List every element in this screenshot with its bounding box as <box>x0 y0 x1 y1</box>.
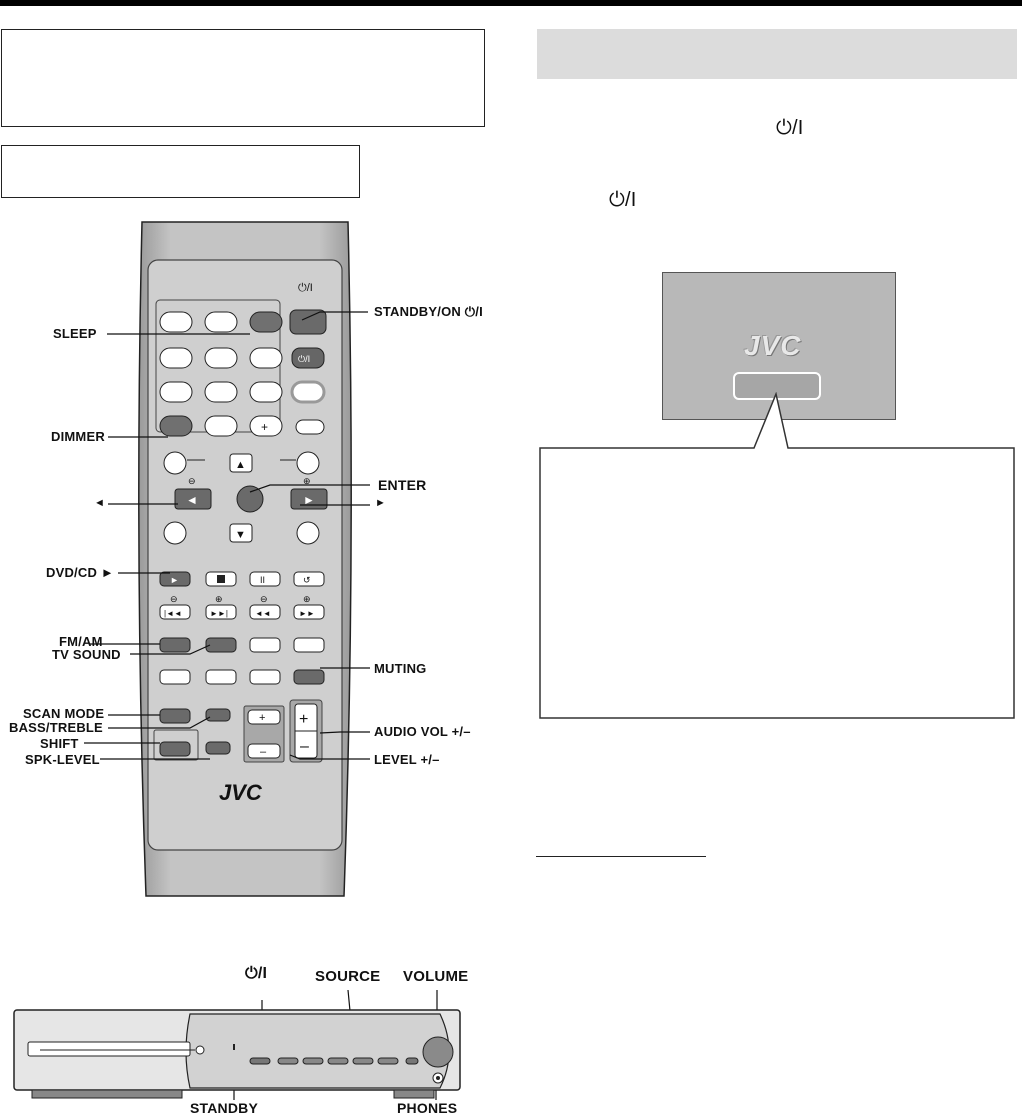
eject-indicator <box>196 1046 204 1054</box>
unit-label-power: ⏻/I <box>245 965 268 982</box>
unit-label-source: SOURCE <box>315 968 381 985</box>
label-spk-level: SPK-LEVEL <box>25 752 100 767</box>
left-minus-icon: ⊖ <box>188 476 196 486</box>
right-arrow-icon: ► <box>303 493 315 507</box>
unit-button-6[interactable] <box>378 1058 398 1064</box>
display-logo: JVC <box>744 330 802 361</box>
play-icon: ► <box>170 575 179 585</box>
unit-volume-knob[interactable] <box>423 1037 453 1067</box>
minus-icon: ⊖ <box>260 594 268 604</box>
volume-minus-icon: – <box>300 738 309 755</box>
label-muting: MUTING <box>374 661 427 676</box>
label-sleep: SLEEP <box>53 326 97 341</box>
prev-icon: |◄◄ <box>164 609 182 618</box>
pause-icon: II <box>260 575 266 585</box>
label-bass-treble: BASS/TREBLE <box>9 720 103 735</box>
rewind-icon: ◄◄ <box>255 609 271 618</box>
unit-label-standby: STANDBY <box>190 1100 259 1116</box>
label-enter: ENTER <box>378 477 427 493</box>
unit-button-3[interactable] <box>303 1058 323 1064</box>
label-fm-am: FM/AM <box>59 634 103 649</box>
unit-button-2[interactable] <box>278 1058 298 1064</box>
label-right-arrow: ► <box>375 497 387 509</box>
power-symbol-step1: ⏻/I <box>776 117 804 139</box>
power-symbol-step2: ⏻/I <box>609 189 637 211</box>
repeat-icon: ↺ <box>303 575 311 585</box>
unit-label-volume: VOLUME <box>403 968 469 985</box>
unit-label-phones: PHONES <box>397 1100 458 1116</box>
plus-icon: ⊕ <box>215 594 223 604</box>
label-left-arrow: ◄ <box>94 497 106 509</box>
right-plus-icon: ⊕ <box>303 476 311 486</box>
remote-logo: JVC <box>219 780 262 805</box>
left-arrow-icon: ◄ <box>186 493 198 507</box>
label-dimmer: DIMMER <box>51 429 105 444</box>
label-audio-vol: AUDIO VOL +/– <box>374 724 471 739</box>
unit-power-button[interactable] <box>250 1058 270 1064</box>
label-level: LEVEL +/– <box>374 752 440 767</box>
level-plus-icon: + <box>259 712 266 724</box>
label-standby-on: STANDBY/ON ⏻/I <box>374 304 483 319</box>
level-minus-icon: – <box>260 746 267 758</box>
unit-button-5[interactable] <box>353 1058 373 1064</box>
unit-button-4[interactable] <box>328 1058 348 1064</box>
volume-plus-icon: + <box>299 711 309 728</box>
label-tv-sound: TV SOUND <box>52 647 121 662</box>
label-shift: SHIFT <box>40 736 79 751</box>
disc-tray[interactable] <box>28 1042 190 1056</box>
up-arrow-icon: ▲ <box>235 459 246 471</box>
unit-source-button[interactable] <box>406 1058 418 1064</box>
forward-icon: ►► <box>299 609 315 618</box>
remote-power-icon: ⏻/I <box>298 282 313 294</box>
minus-icon: ⊖ <box>170 594 178 604</box>
remote-plus-icon: + <box>261 420 269 434</box>
down-arrow-icon: ▼ <box>235 529 246 541</box>
remote-tv-power-icon: ⏻/I <box>298 354 311 364</box>
plus-icon: ⊕ <box>303 594 311 604</box>
label-scan-mode: SCAN MODE <box>23 706 105 721</box>
next-icon: ►►| <box>210 609 228 618</box>
label-dvd-cd: DVD/CD ► <box>46 565 114 580</box>
